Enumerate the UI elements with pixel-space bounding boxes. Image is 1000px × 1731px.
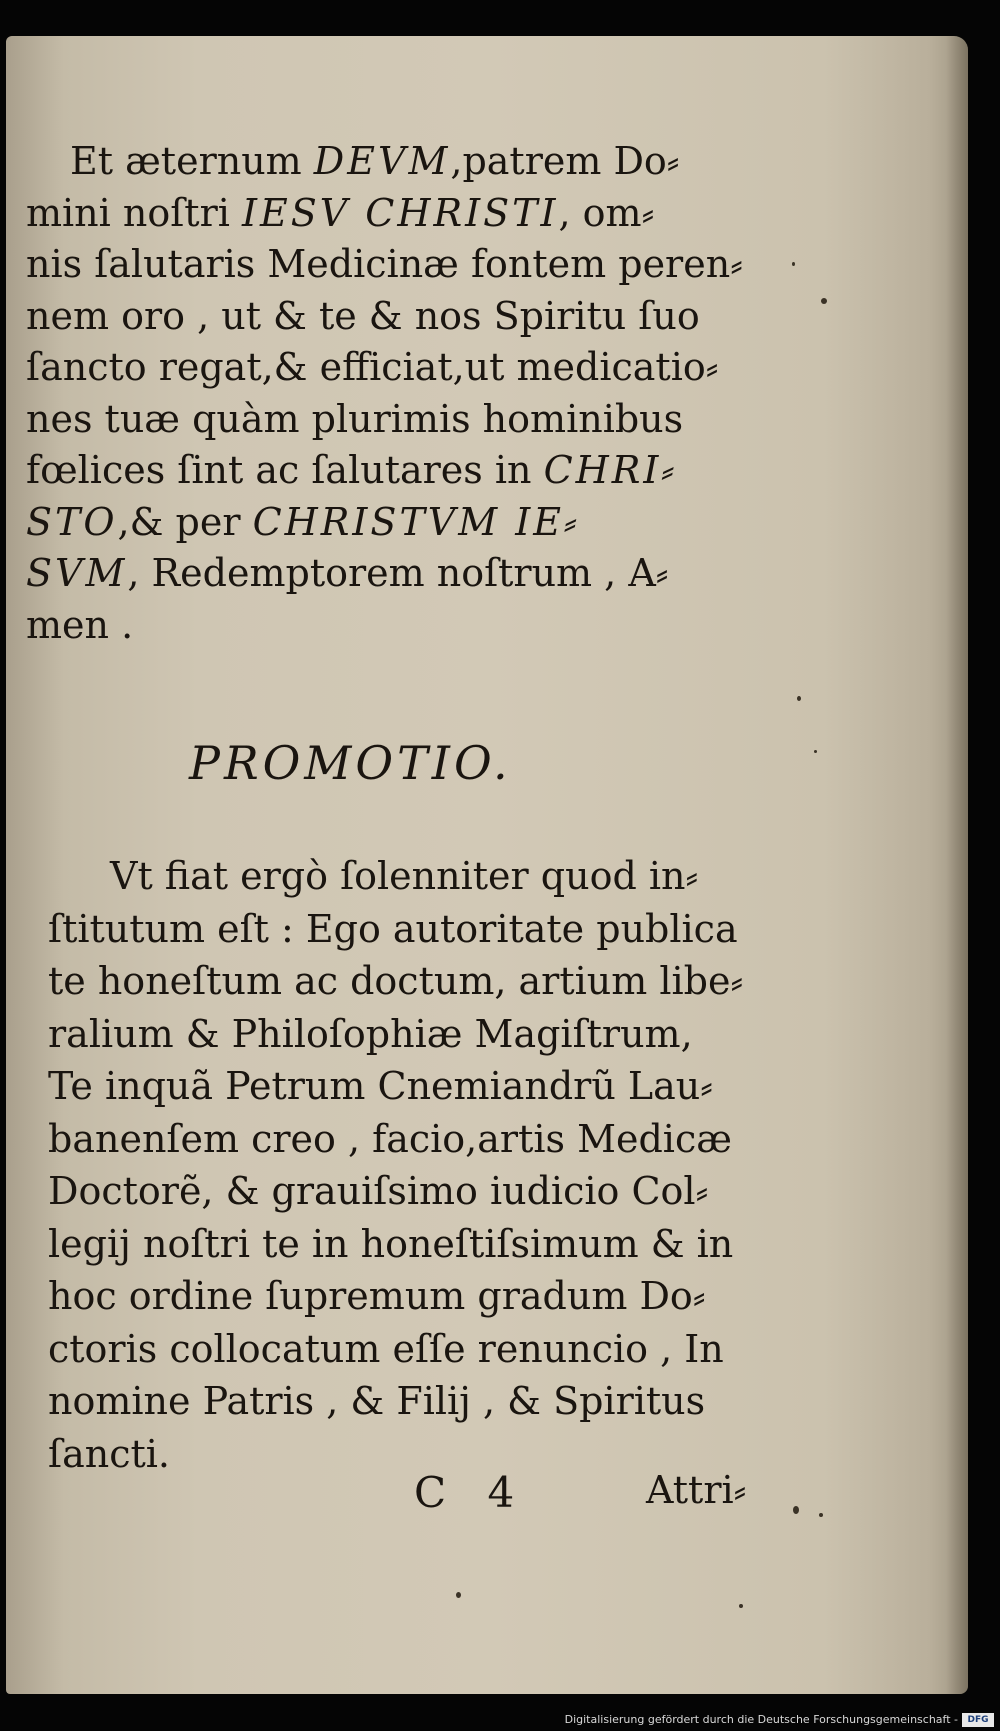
passage-line: nes tuæ quàm plurimis hominibus: [26, 396, 684, 441]
promotio-line: Vt fiat ergò ſolenniter quod in⸗: [110, 854, 699, 898]
promotio-line: ralium & Philoſophiæ Magiſtrum,: [48, 1011, 693, 1056]
promotio-line: ſancti.: [48, 1431, 170, 1476]
dfg-logo: DFG: [962, 1713, 994, 1727]
section-heading: PROMOTIO.: [189, 736, 512, 790]
promotio-line: ctoris collocatum eſſe renuncio , In: [48, 1326, 724, 1371]
promotio-line: nomine Patris , & Filij , & Spiritus: [48, 1379, 706, 1423]
ink-speck: [792, 262, 795, 266]
ink-speck: [814, 750, 817, 753]
ink-speck: [456, 1592, 461, 1598]
promotio-line: ſtitutum eſt : Ego autoritate publica: [48, 906, 738, 951]
passage-line: ſancto regat,& efficiat,ut medicatio⸗: [26, 345, 719, 389]
page-edge-shadow: [946, 36, 968, 1694]
ink-speck: [797, 696, 801, 701]
promotio-line: Doctorẽ, & grauiſsimo iudicio Col⸗: [48, 1169, 709, 1213]
passage-line: mini noſtri IESV CHRISTI, om⸗: [26, 190, 655, 235]
ink-speck: [793, 1506, 799, 1514]
passage-line: Et æternum DEVM,patrem Do⸗: [70, 139, 680, 183]
promotio-line: banenſem creo , facio,artis Medicæ: [48, 1116, 732, 1161]
ink-speck: [739, 1604, 743, 1608]
page-footer: [6, 1468, 806, 1528]
ink-speck: [819, 1513, 823, 1517]
promotio-line: te honeſtum ac doctum, artium libe⸗: [48, 959, 744, 1003]
passage-line: nem oro , ut & te & nos Spiritu ſuo: [26, 293, 700, 338]
promotio-text: [48, 850, 768, 1480]
ink-speck: [821, 298, 827, 304]
passage-line: men .: [26, 602, 134, 647]
passage-line: fœlices ſint ac ſalutares in CHRI⸗: [26, 448, 678, 492]
catchword: Attri⸗: [646, 1468, 747, 1512]
passage-line: STO,& per CHRISTVM IE⸗: [26, 499, 580, 544]
promotio-line: hoc ordine ſupremum gradum Do⸗: [48, 1274, 706, 1318]
passage-line: nis ſalutaris Medicinæ fontem peren⸗: [26, 242, 743, 286]
signature-mark: C 4: [414, 1468, 529, 1517]
promotio-line: legij noſtri te in honeſtiſsimum & in: [48, 1221, 734, 1266]
passage-text: [26, 136, 743, 651]
promotio-line: Te inquã Petrum Cnemiandrũ Lau⸗: [48, 1064, 713, 1108]
passage-line: SVM, Redemptorem noſtrum , A⸗: [26, 551, 669, 595]
digitization-credit: Digitalisierung gefördert durch die Deutsche Forschungsgemeinschaft -: [564, 1713, 958, 1726]
book-page: [6, 36, 968, 1694]
